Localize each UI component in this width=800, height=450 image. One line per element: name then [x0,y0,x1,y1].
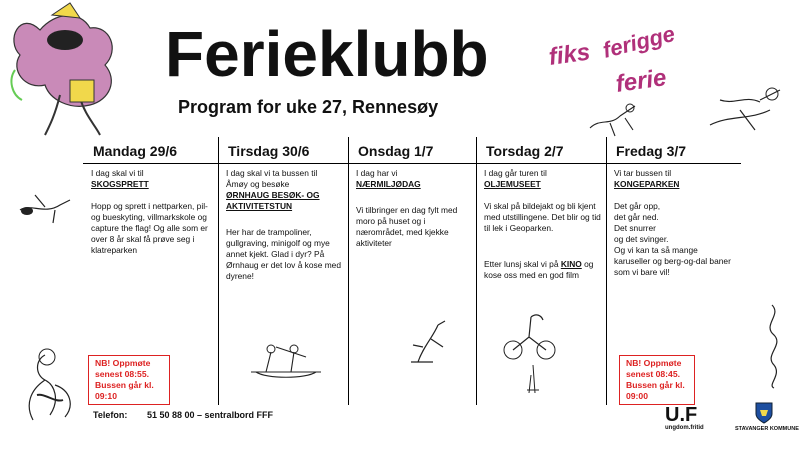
meeting-note: NB! Oppmøte senest 08:45. Bussen går kl. 09:00 [619,355,695,405]
day-column-tuesday [218,137,348,405]
stavanger-logo-text: STAVANGER KOMMUNE [735,426,799,432]
day-column-thursday [476,137,606,405]
activity-link[interactable]: KINO [560,259,582,269]
day-intro: I dag skal vi til SKOGSPRETT [91,168,149,189]
day-description: Vi tilbringer en dag fylt med moro på huset og i nærområdet, med kjekke aktiviteter [356,205,458,248]
cartoon-character-illustration [0,0,130,140]
day-heading: Tirsdag 30/6 [228,143,310,159]
day-column-monday [83,137,218,405]
day-intro: I dag skal vi ta bussen til Åmøy og besøke ØRNHAUG BESØK- OG AKTIVITETSTUN [226,168,320,211]
day-heading: Fredag 3/7 [616,143,687,159]
activity-link[interactable]: SKOGSPRETT [91,179,149,189]
slogan-word-3: ferie [614,64,669,98]
uf-logo-subtext: ungdom.fritid [665,425,704,431]
coat-of-arms-icon [755,402,773,424]
day-intro: Vi tar bussen til KONGEPARKEN [614,168,680,189]
day-extra: Etter lunsj skal vi på KINO og kose oss med en god film [484,259,594,280]
scribble-illustration [752,300,792,390]
running-figure-illustration [700,80,795,140]
page-title: Ferieklubb [165,18,489,90]
skater-sketch-illustration [403,317,453,367]
day-description: Vi skal på bildejakt og bli kjent med utstillingene. Det blir og tid til lek i Geoparken. [484,201,601,233]
day-heading: Mandag 29/6 [93,143,178,159]
activity-link[interactable]: ØRNHAUG BESØK- OG AKTIVITETSTUN [226,190,320,211]
meeting-note: NB! Oppmøte senest 08:55. Bussen går kl. 09:10 [88,355,170,405]
slogan-word-2: ferigge [600,20,678,63]
rowing-sketch-illustration [246,337,326,387]
activity-link[interactable]: NÆRMILJØDAG [356,179,421,189]
small-sketch-illustration [585,98,645,138]
day-description: Hopp og sprett i nettparken, pil- og bueskyting, villmarkskole og capture the flag! Og alle som er over 8 år skal få prøve seg i klatreparken [91,201,208,255]
slogan-word-1: fiks [547,38,592,71]
cyclist-sketch-illustration [501,305,561,395]
day-intro: I dag har vi NÆRMILJØDAG [356,168,421,189]
weekly-program-table [83,137,741,405]
phone-number: 51 50 88 00 – sentralbord FFF [147,410,274,420]
day-heading: Torsdag 2/7 [486,143,564,159]
page-subtitle: Program for uke 27, Rennesøy [178,97,439,117]
stavanger-logo [735,402,799,440]
day-column-friday [606,137,741,405]
activity-link[interactable]: OLJEMUSEET [484,179,541,189]
day-intro: I dag går turen til OLJEMUSEET [484,168,547,189]
uf-logo-text: U.F [665,404,698,426]
day-column-wednesday [348,137,476,405]
uf-logo [665,405,710,437]
phone-label: Telefon: [93,410,128,420]
dancing-figure-illustration [15,345,85,425]
activity-link[interactable]: KONGEPARKEN [614,179,680,189]
day-description: Her har de trampoliner, gullgraving, minigolf og mye annet kjekt. Glad i dyr? På Ørnhaug er det lov å kose med dyrene! [226,227,341,281]
bird-sketch-illustration [15,185,75,225]
day-heading: Onsdag 1/7 [358,143,434,159]
day-description: Det går opp, det går ned. Det snurrer og det svinger. Og vi kan ta så mange karuseller og berg-og-dal baner som vi bare vil! [614,201,731,277]
